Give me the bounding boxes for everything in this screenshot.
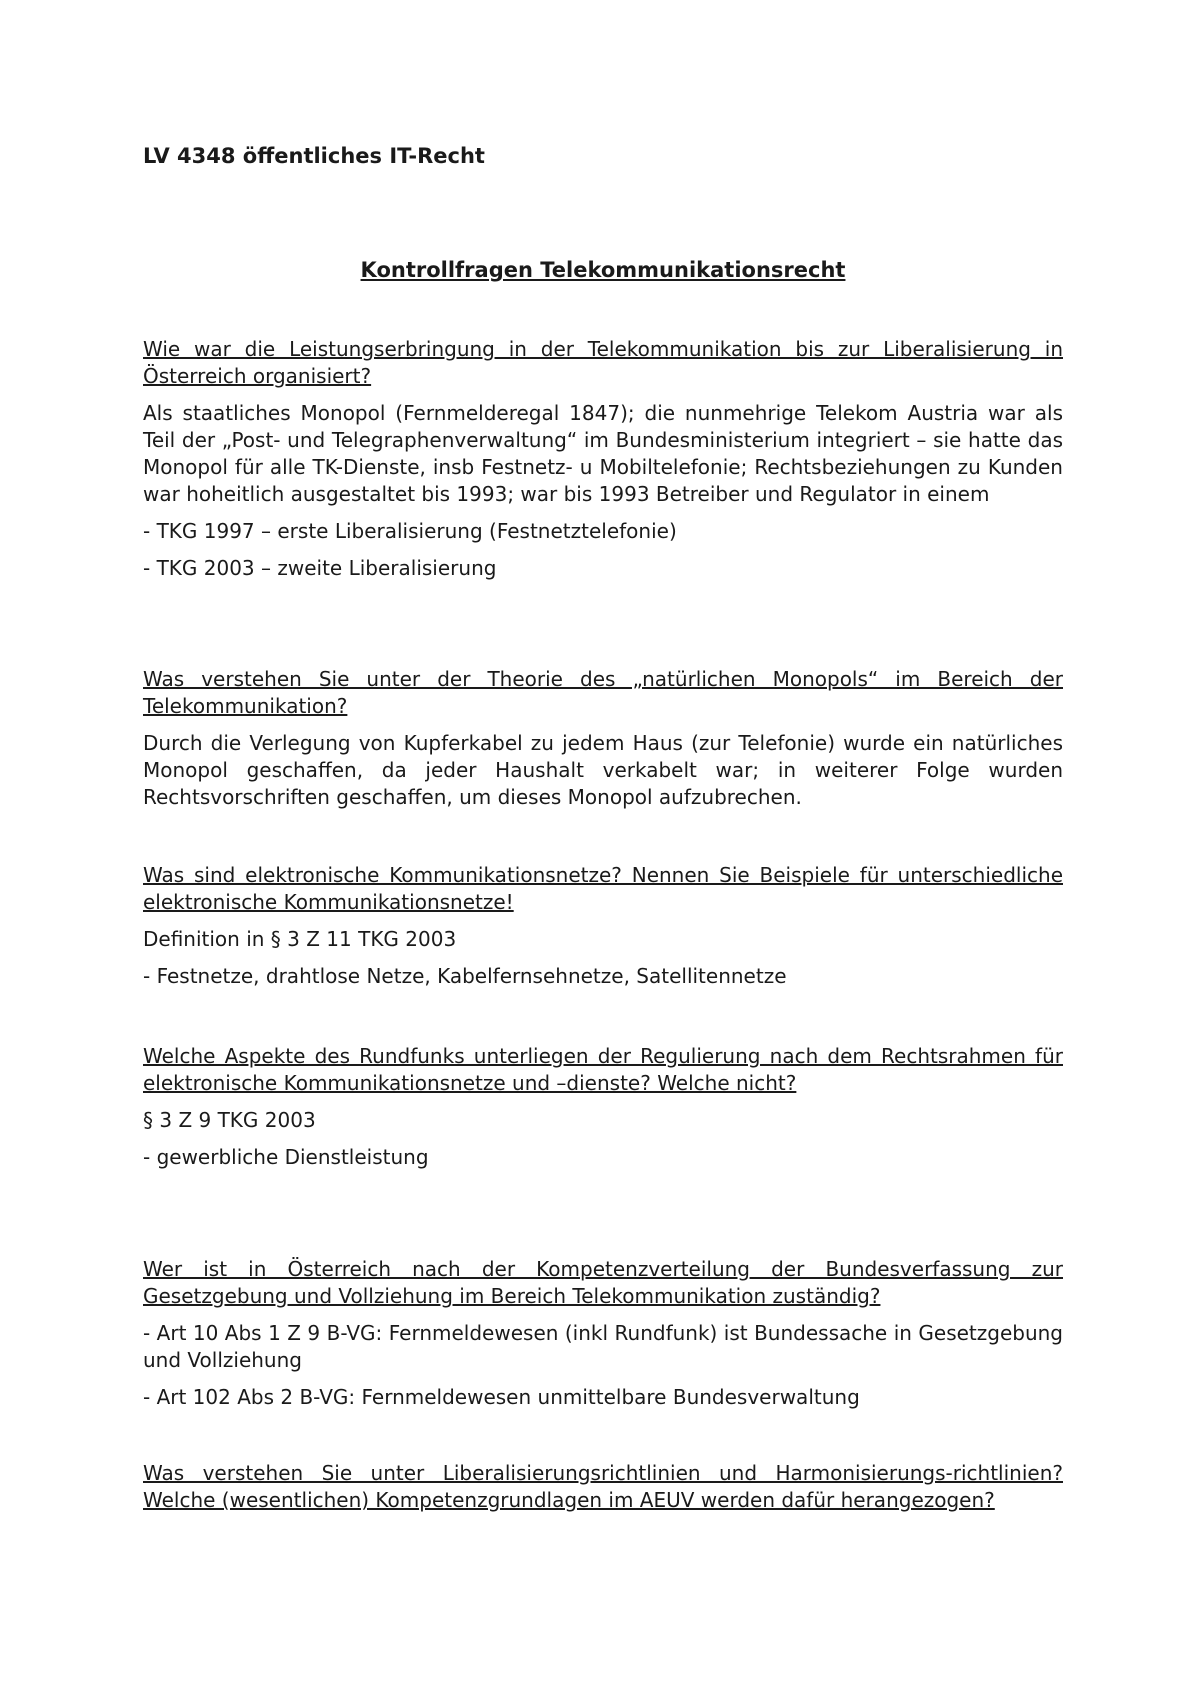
- course-heading: LV 4348 öffentliches IT-Recht: [143, 144, 485, 168]
- question-1: Wie war die Leistungserbringung in der Telekommunikation bis zur Liberalisierung in Österreich organisiert?: [143, 337, 1063, 388]
- document-title: Kontrollfragen Telekommunikationsrecht: [360, 258, 846, 282]
- answer-5-2: - Art 102 Abs 2 B-VG: Fernmeldewesen unmittelbare Bundesverwaltung: [143, 1385, 860, 1409]
- answer-1-2: - TKG 1997 – erste Liberalisierung (Festnetztelefonie): [143, 519, 677, 543]
- answer-2-1: Durch die Verlegung von Kupferkabel zu jedem Haus (zur Telefonie) wurde ein natürliches Monopol geschaffen, da jeder Haushalt verkabelt war; in weiterer Folge wurden Rechtsvorschriften geschaffen, um dieses Monopol aufzubrechen.: [143, 731, 1063, 809]
- question-5: Wer ist in Österreich nach der Kompetenzverteilung der Bundesverfassung zur Gesetzgebung und Vollziehung im Bereich Telekommunikation zuständig?: [143, 1257, 1063, 1308]
- question-3: Was sind elektronische Kommunikationsnetze? Nennen Sie Beispiele für unterschiedliche elektronische Kommunikationsnetze!: [143, 863, 1063, 914]
- qa-section-6: [143, 1460, 1063, 1514]
- question-6: Was verstehen Sie unter Liberalisierungsrichtlinien und Harmonisierungs-richtlinien? Welche (wesentlichen) Kompetenzgrundlagen im AEUV werden dafür herangezogen?: [143, 1461, 1063, 1512]
- answer-3-2: - Festnetze, drahtlose Netze, Kabelfernsehnetze, Satellitennetze: [143, 964, 787, 988]
- qa-section-4: [143, 1043, 1063, 1171]
- answer-3-1: Definition in § 3 Z 11 TKG 2003: [143, 927, 457, 951]
- question-2: Was verstehen Sie unter der Theorie des „natürlichen Monopols“ im Bereich der Telekommunikation?: [143, 667, 1063, 718]
- question-4: Welche Aspekte des Rundfunks unterliegen der Regulierung nach dem Rechtsrahmen für elektronische Kommunikationsnetze und –dienste? Welche nicht?: [143, 1044, 1063, 1095]
- answer-4-2: - gewerbliche Dienstleistung: [143, 1145, 429, 1169]
- qa-section-3: [143, 862, 1063, 990]
- qa-section-5: [143, 1256, 1063, 1411]
- answer-4-1: § 3 Z 9 TKG 2003: [143, 1108, 316, 1132]
- qa-section-1: [143, 336, 1063, 582]
- answer-1-3: - TKG 2003 – zweite Liberalisierung: [143, 556, 497, 580]
- qa-section-2: [143, 666, 1063, 811]
- answer-1-1: Als staatliches Monopol (Fernmelderegal 1847); die nunmehrige Telekom Austria war als Teil der „Post- und Telegraphenverwaltung“ im Bundesministerium integriert – sie hatte das Monopol für alle TK-Dienste, insb Festnetz- u Mobiltelefonie; Rechtsbeziehungen zu Kunden war hoheitlich ausgestaltet bis 1993; war bis 1993 Betreiber und Regulator in einem: [143, 401, 1063, 506]
- answer-5-1: - Art 10 Abs 1 Z 9 B-VG: Fernmeldewesen (inkl Rundfunk) ist Bundessache in Gesetzgebung und Vollziehung: [143, 1321, 1063, 1372]
